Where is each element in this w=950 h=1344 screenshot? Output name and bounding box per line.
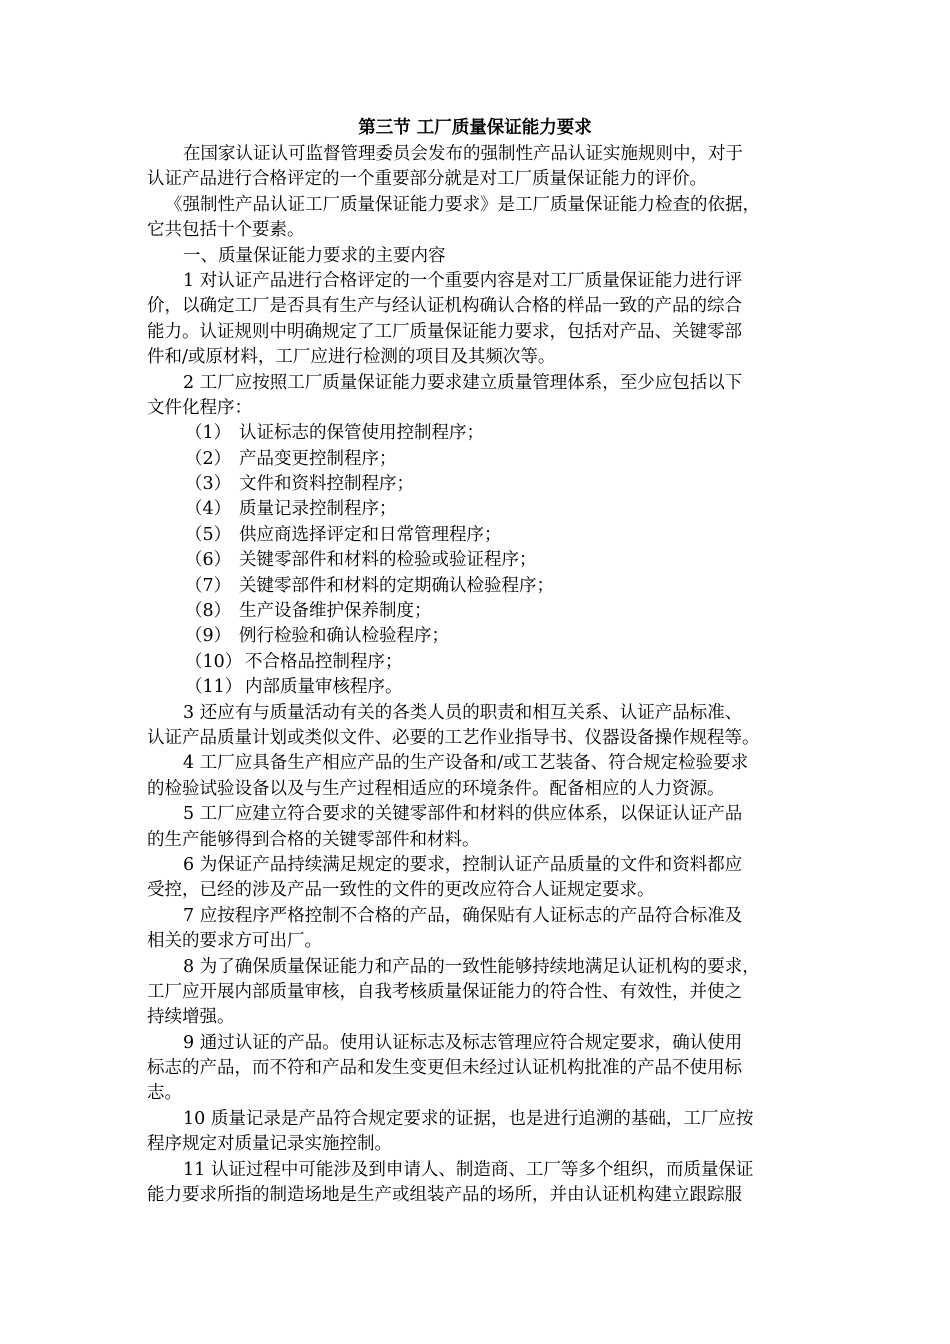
paragraph-line: 文件化程序： <box>147 397 252 418</box>
list-item-number: （2） <box>185 448 232 469</box>
list-item-text: 质量记录控制程序； <box>239 499 397 520</box>
paragraph-line: 7 应按程序严格控制不合格的产品，确保贴有人证标志的产品符合标准及 <box>183 905 743 926</box>
list-item-number: （3） <box>185 474 232 495</box>
list-item-text: 关键零部件和材料的检验或验证程序； <box>239 550 537 571</box>
list-item <box>147 624 807 649</box>
list-item-number: （5） <box>185 524 232 545</box>
list-item <box>147 548 807 573</box>
paragraph-line: 10 质量记录是产品符合规定要求的证据，也是进行追溯的基础，工厂应按 <box>183 1108 754 1129</box>
list-item <box>147 599 807 624</box>
list-item-text: 例行检验和确认检验程序； <box>239 626 449 647</box>
paragraph-line: 6 为保证产品持续满足规定的要求，控制认证产品质量的文件和资料都应 <box>183 854 743 875</box>
paragraph-line: 5 工厂应建立符合要求的关键零部件和材料的供应体系，以保证认证产品 <box>183 804 743 825</box>
paragraph-line: 8 为了确保质量保证能力和产品的一致性能够持续地满足认证机构的要求， <box>183 956 760 977</box>
list-item-number: （4） <box>185 499 232 520</box>
list-item <box>147 497 807 522</box>
list-item-text: 产品变更控制程序； <box>239 448 397 469</box>
paragraph-line: 件和/或原材料，工厂应进行检测的项目及其频次等。 <box>147 347 556 368</box>
list-item <box>147 421 807 446</box>
list-item-number: （11） <box>185 677 243 698</box>
paragraph-line: 认证产品进行合格评定的一个重要部分就是对工厂质量保证能力的评价。 <box>147 169 707 190</box>
paragraph-line: 价，以确定工厂是否具有生产与经认证机构确认合格的样品一致的产品的综合 <box>147 296 742 317</box>
paragraph-line: 志。 <box>147 1083 182 1104</box>
paragraph-line: 标志的产品，而不符和产品和发生变更但未经过认证机构批准的产品不使用标 <box>147 1058 742 1079</box>
paragraph-line: 11 认证过程中可能涉及到申请人、制造商、工厂等多个组织，而质量保证 <box>183 1159 754 1180</box>
list-item-number: （8） <box>185 601 232 622</box>
paragraph-line: 能力。认证规则中明确规定了工厂质量保证能力要求，包括对产品、关键零部 <box>147 321 742 342</box>
document-body <box>147 142 807 1208</box>
paragraph-line: 《强制性产品认证工厂质量保证能力要求》是工厂质量保证能力检查的依据， <box>165 194 760 215</box>
paragraph-line: 4 工厂应具备生产相应产品的生产设备和/或工艺装备、符合规定检验要求 <box>183 753 749 774</box>
paragraph-line: 一、质量保证能力要求的主要内容 <box>183 245 446 266</box>
paragraph-line: 9 通过认证的产品。使用认证标志及标志管理应符合规定要求，确认使用 <box>183 1032 743 1053</box>
list-item-text: 关键零部件和材料的定期确认检验程序； <box>239 575 554 596</box>
list-item <box>147 472 807 497</box>
list-item-number: （7） <box>185 575 232 596</box>
list-item <box>147 650 807 675</box>
paragraph-line: 3 还应有与质量活动有关的各类人员的职责和相互关系、认证产品标准、 <box>183 702 743 723</box>
list-item-number: （9） <box>185 626 232 647</box>
paragraph-line: 工厂应开展内部质量审核，自我考核质量保证能力的符合性、有效性，并使之 <box>147 981 742 1002</box>
paragraph-line: 它共包括十个要素。 <box>147 220 305 241</box>
list-item-number: （1） <box>185 423 232 444</box>
paragraph-line: 程序规定对质量记录实施控制。 <box>147 1134 392 1155</box>
list-item <box>147 523 807 548</box>
paragraph-line: 的生产能够得到合格的关键零部件和材料。 <box>147 829 480 850</box>
list-item-text: 认证标志的保管使用控制程序； <box>239 423 484 444</box>
paragraph-line: 在国家认证认可监督管理委员会发布的强制性产品认证实施规则中，对于 <box>183 144 743 164</box>
paragraph-line: 持续增强。 <box>147 1007 235 1028</box>
list-item-text: 不合格品控制程序； <box>245 651 403 672</box>
list-item-text: 内部质量审核程序。 <box>245 677 403 698</box>
paragraph-line: 1 对认证产品进行合格评定的一个重要内容是对工厂质量保证能力进行评 <box>183 270 743 291</box>
paragraph-line: 认证产品质量计划或类似文件、必要的工艺作业指导书、仪器设备操作规程等。 <box>147 727 760 748</box>
list-item-number: （6） <box>185 550 232 571</box>
list-item-number: （10） <box>185 651 243 672</box>
paragraph-line: 2 工厂应按照工厂质量保证能力要求建立质量管理体系，至少应包括以下 <box>183 372 743 393</box>
list-item <box>147 447 807 472</box>
paragraph-line: 相关的要求方可出厂。 <box>147 931 322 952</box>
section-title: 第三节 工厂质量保证能力要求 <box>358 118 592 138</box>
list-item-text: 生产设备维护保养制度； <box>239 601 432 622</box>
list-item-text: 文件和资料控制程序； <box>239 474 414 495</box>
list-item <box>147 574 807 599</box>
list-item-text: 供应商选择评定和日常管理程序； <box>239 524 502 545</box>
paragraph-line: 能力要求所指的制造场地是生产或组装产品的场所，并由认证机构建立跟踪服 <box>147 1185 742 1206</box>
paragraph-line: 的检验试验设备以及与生产过程相适应的环境条件。配备相应的人力资源。 <box>147 778 725 799</box>
paragraph-line: 受控，已经的涉及产品一致性的文件的更改应符合人证规定要求。 <box>147 880 655 901</box>
list-item <box>147 675 807 700</box>
